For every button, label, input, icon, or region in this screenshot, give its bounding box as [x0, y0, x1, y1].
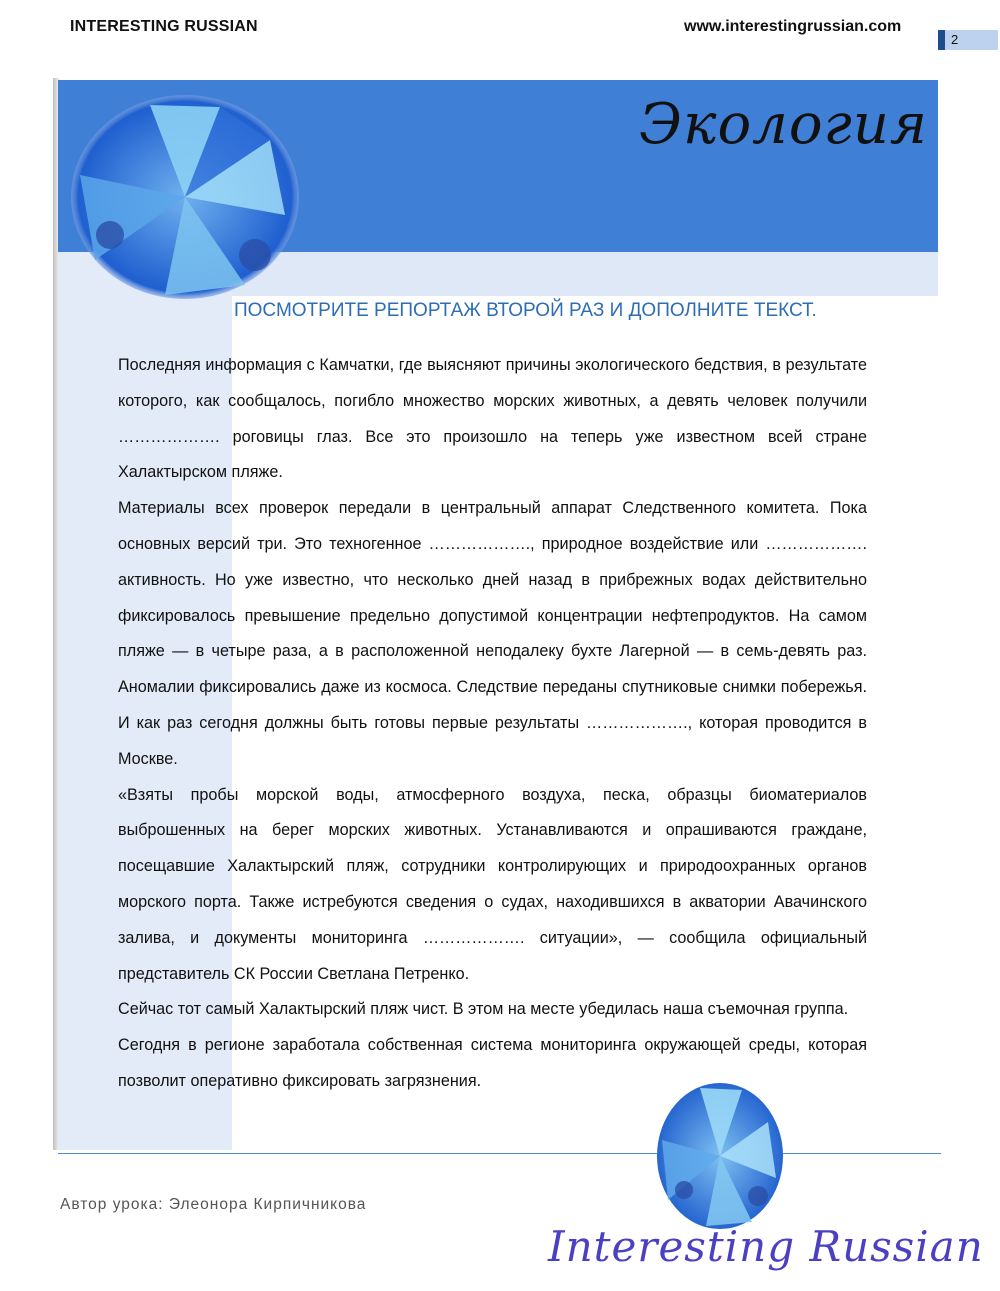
lesson-author: Автор урока: Элеонора Кирпичникова [60, 1196, 367, 1213]
paragraph: «Взяты пробы морской воды, атмосферного воздуха, песка, образцы биоматериалов выброшенных на берег морских животных. Устанавливаются и опрашиваются граждане, посещавшие Халактырский пляж, сотрудники контролирующих и природоохранных органов морского порта. Также истребуются сведения о судах, находившихся в акватории Авачинского залива, и документы мониторинга ………………. ситуации», — сообщила официальный представитель СК России Светлана Петренко. [118, 785, 867, 983]
brand-signature: Interesting Russian [548, 1222, 984, 1271]
paragraph: Последняя информация с Камчатки, где выясняют причины экологического бедствия, в результате которого, как сообщалось, погибло множество морских животных, а девять человек получили ………………. роговицы глаз. Все это произошло на теперь уже известном всей стране Халактырском пляже. [118, 356, 867, 482]
header-brand: INTERESTING RUSSIAN [70, 18, 258, 35]
task-instruction: ПОСМОТРИТЕ РЕПОРТАЖ ВТОРОЙ РАЗ И ДОПОЛНИТЕ ТЕКСТ. [234, 300, 817, 321]
header-website[interactable]: www.interestingrussian.com [684, 18, 902, 35]
article-text [118, 348, 867, 1100]
footer-logo-image [656, 1082, 784, 1230]
page-number: 2 [945, 30, 998, 50]
paragraph: Материалы всех проверок передали в центральный аппарат Следственного комитета. Пока основных версий три. Это техногенное ………………., природное воздействие или ………………. активность. Но уже известно, что несколько дней назад в прибрежных водах действительно фиксировалось превышение предельно допустимой концентрации нефтепродуктов. На самом пляже — в четыре раза, а в расположенной неподалеку бухте Лагерной — в семь-девять раз. Аномалии фиксировались даже из космоса. Следствие переданы спутниковые снимки побережья. И как раз сегодня должны быть готовы первые результаты ………………., которая проводится в Москве. [118, 499, 867, 768]
page-title: Экология [639, 92, 928, 157]
logo-image [70, 95, 300, 300]
paragraph: Сейчас тот самый Халактырский пляж чист. В этом на месте убедилась наша съемочная группа. [118, 1000, 849, 1019]
footer-divider [58, 1153, 941, 1154]
page-number-accent [938, 30, 945, 50]
title-banner-underlay [232, 252, 938, 296]
paragraph: Сегодня в регионе заработала собственная система мониторинга окружающей среды, которая позволит оперативно фиксировать загрязнения. [118, 1036, 867, 1090]
